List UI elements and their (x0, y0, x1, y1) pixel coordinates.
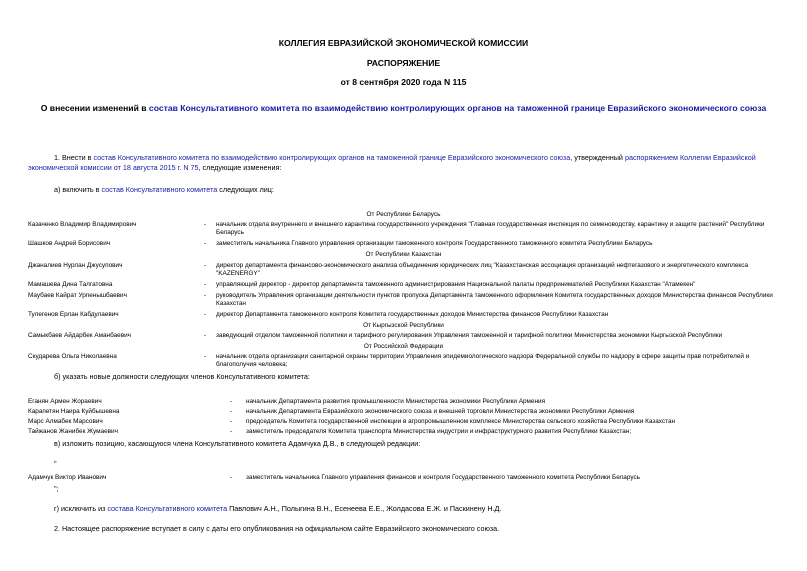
table-row (28, 332, 780, 342)
p1-link-composition[interactable]: состав Консультативного комитета по взаимодействию контролирующих органов на таможенной границе Евразийского экономического союза (93, 153, 571, 162)
row-dash: - (204, 292, 207, 299)
table-row (28, 418, 780, 428)
row-dash: - (230, 418, 233, 425)
table-row (28, 311, 780, 321)
table-row (28, 428, 780, 438)
paragraph-1 (28, 153, 780, 173)
paragraph-a (54, 185, 774, 195)
member-name: Мамашева Дина Талгатовна (28, 281, 113, 288)
member-position: начальник отдела внутреннего и внешнего карантина государственного учреждения "Главная государственная инспекция по семеноводству, карантину и защите растений" Республики Беларусь (216, 221, 765, 236)
member-name: Тайжанов Жанибек Жумаевич (28, 428, 118, 435)
p1-text-3: , следующие изменения: (198, 163, 282, 172)
table-row (28, 353, 780, 371)
section-kyrgyzstan: От Кыргызской Республики (363, 322, 444, 329)
quote-open: " (54, 459, 57, 468)
table-row (28, 292, 780, 310)
row-dash: - (204, 221, 207, 228)
member-position: заместитель председателя Комитета транспорта Министерства индустрии и инфраструктурного развития Республики Казахстан; (246, 428, 632, 435)
member-position: директор департамента финансово-экономического анализа объединения юридических лиц "Казахстанская ассоциация организаций нефтегазового и энергетического комплекса "KAZENERGY" (216, 262, 749, 277)
table-row (28, 262, 780, 280)
row-dash: - (204, 353, 207, 360)
row-dash: - (204, 332, 207, 339)
member-name: Карапетян Наира Куйбышевна (28, 408, 120, 415)
quote-close: "; (54, 484, 59, 493)
table-row (28, 474, 780, 484)
paragraph-2: 2. Настоящее распоряжение вступает в силу с даты его опубликования на официальном сайте Евразийского экономического союза. (54, 524, 500, 533)
title-link[interactable]: состав Консультативного комитета по взаимодействию контролирующих органов на таможенной границе Евразийского экономического союза (148, 103, 767, 113)
member-position: заместитель начальника Главного управления финансов и контроля Государственного таможенного комитета Республики Беларусь (246, 474, 640, 481)
table-row (28, 221, 780, 239)
member-name: Самыкбаев Айдарбек Аманбаевич (28, 332, 131, 339)
table-row (28, 240, 780, 250)
row-dash: - (230, 408, 233, 415)
section-kazakhstan: От Республики Казахстан (365, 251, 442, 258)
row-dash: - (204, 240, 207, 247)
paragraph-g (54, 504, 774, 514)
table-row (28, 408, 780, 418)
paragraph-b: б) указать новые должности следующих членов Консультативного комитета: (54, 372, 310, 381)
org-name: КОЛЛЕГИЯ ЕВРАЗИЙСКОЙ ЭКОНОМИЧЕСКОЙ КОМИССИИ (278, 38, 529, 48)
pa-text-2: следующих лиц: (217, 185, 274, 194)
member-position: начальник Департамента развития промышленности Министерства экономики Республики Армения (246, 398, 546, 405)
member-position: начальник отдела организации санитарной охраны территории Управления эпидемиологического надзора Федеральной службы по надзору в сфере защиты прав потребителей и благополучия человека; (216, 353, 750, 368)
doc-title (30, 103, 777, 114)
title-prefix: О внесении изменений в (40, 103, 149, 113)
table-row (28, 398, 780, 408)
member-name: Марс Алмабек Марсович (28, 418, 103, 425)
member-position: председатель Комитета государственной инспекции в агропромышленном комплексе Министерства сельского хозяйства Республики Казахстан (246, 418, 676, 425)
member-name: Адамчук Виктор Иванович (28, 474, 107, 481)
row-dash: - (230, 474, 233, 481)
member-position: директор Департамента таможенного контроля Комитета государственных доходов Министерства финансов Республики Казахстан (216, 311, 609, 318)
doc-type: РАСПОРЯЖЕНИЕ (366, 58, 441, 68)
row-dash: - (230, 398, 233, 405)
member-name: Еганян Армен Жораевич (28, 398, 102, 405)
table-row (28, 281, 780, 291)
paragraph-v: в) изложить позицию, касающуюся члена Консультативного комитета Адамчука Д.В., в следующей редакции: (54, 439, 421, 448)
pa-text-1: а) включить в (54, 185, 102, 194)
doc-date-number: от 8 сентября 2020 года N 115 (340, 77, 467, 87)
row-dash: - (230, 428, 233, 435)
p1-text-2: , утвержденный (570, 153, 625, 162)
row-dash: - (204, 262, 207, 269)
pg-text-2: Павлович А.Н., Полыгина В.Н., Есенеева Е.Е., Жолдасова Е.Ж. и Паскинену Н.Д. (227, 504, 502, 513)
member-position: начальник Департамента Евразийского экономического союза и внешней торговли Министерства экономики Республики Армения (246, 408, 635, 415)
member-name: Казаченко Владимир Владимирович (28, 221, 137, 228)
pg-text-1: г) исключить из (54, 504, 108, 513)
member-name: Джаналиев Нурлан Джусупович (28, 262, 123, 269)
section-belarus: От Республики Беларусь (366, 211, 441, 218)
member-position: заведующий отделом таможенной политики и тарифного регулирования Управления таможенной и тарифной политики Министерства экономики Кыргызской Республики (216, 332, 723, 339)
section-russia: От Российской Федерации (363, 343, 444, 350)
member-position: управляющий директор - директор департамента таможенного администрирования Национальной палаты предпринимателей Республики Казахстан "Атамекен" (216, 281, 696, 288)
pa-link-committee[interactable]: состав Консультативного комитета (101, 185, 218, 194)
p1-text-1: 1. Внести в (54, 153, 94, 162)
p1-link-decree[interactable]: распоряжением Коллегии Евразийской экономической комиссии от 18 августа 2015 г. N 75 (28, 153, 756, 172)
row-dash: - (204, 311, 207, 318)
member-position: руководитель Управления организации деятельности пунктов пропуска Департамента таможенного оформления Комитета государственных доходов Министерства финансов Республики Казахстан (216, 292, 773, 307)
member-position: заместитель начальника Главного управления организации таможенного контроля Государственного таможенного комитета Республики Беларусь (216, 240, 653, 247)
member-name: Маубаев Кайрат Урпенышбаевич (28, 292, 127, 299)
row-dash: - (204, 281, 207, 288)
member-name: Тулегенов Ерлан Кабдулаевич (28, 311, 119, 318)
member-name: Скударева Ольга Николаевна (28, 353, 117, 360)
pg-link-committee[interactable]: состава Консультативного комитета (107, 504, 228, 513)
member-name: Шашков Андрей Борисович (28, 240, 111, 247)
